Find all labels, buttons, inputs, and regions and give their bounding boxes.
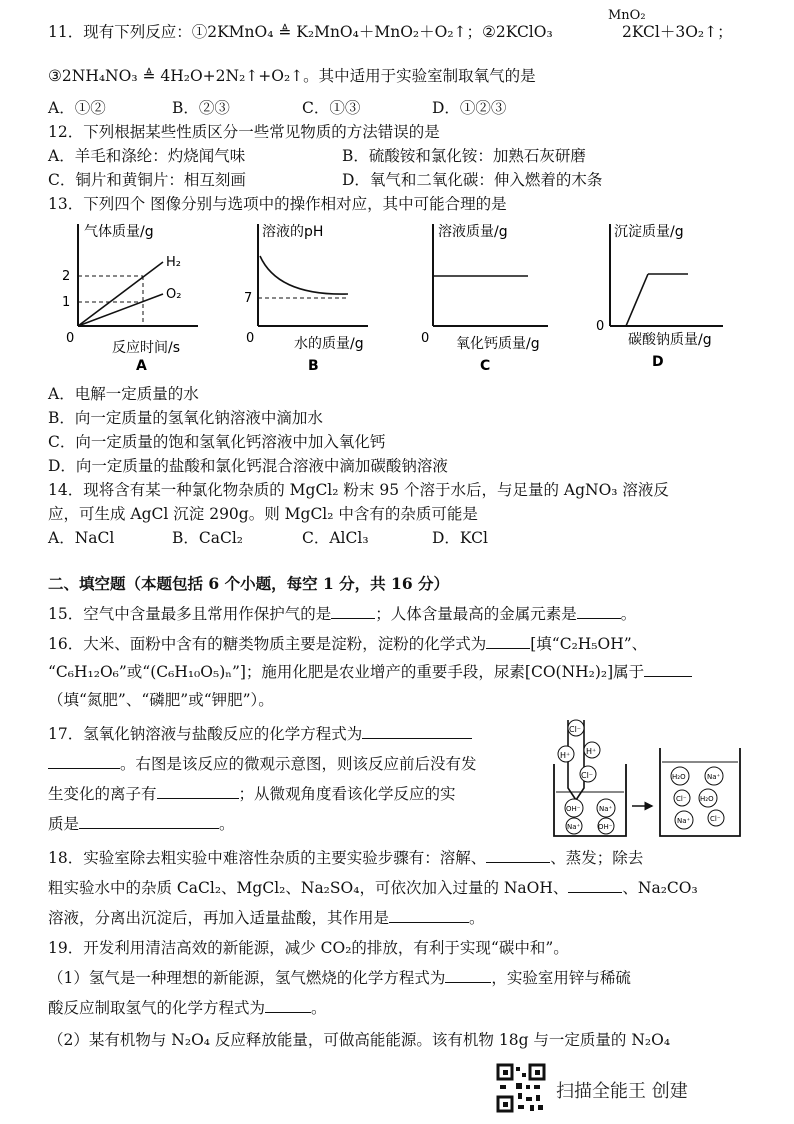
q17-beaker2-ion-6-text: Cl⁻ xyxy=(710,815,721,823)
q17-text-3a: 生变化的离子有 xyxy=(48,785,157,803)
q12-option-a: A．羊毛和涤纶：灼烧闻气味 xyxy=(48,147,246,165)
chart-d-letter: D xyxy=(652,354,664,370)
chart-a-ylabel: 气体质量/g xyxy=(84,224,154,240)
q17-blank-2[interactable] xyxy=(48,754,120,769)
q11-line1 xyxy=(48,22,553,42)
chart-d-origin: 0 xyxy=(596,319,605,334)
q15-text-a: 15．空气中含量最多且常用作保护气的是 xyxy=(48,605,332,623)
q17-blank-1[interactable] xyxy=(362,724,472,739)
q14-option-d: D．KCl xyxy=(432,529,488,547)
q17-line4 xyxy=(48,814,235,834)
q11-option-a: A．①② xyxy=(48,99,106,117)
q17-text-4b: 。 xyxy=(219,815,235,833)
q19-text-1d: 。 xyxy=(311,999,327,1017)
q18-line2 xyxy=(48,878,698,898)
q17-beaker2-ion-2-text: Na⁺ xyxy=(707,773,721,781)
q16-blank-1[interactable] xyxy=(486,634,530,649)
q17-dropper-ion-2-text: H⁺ xyxy=(586,747,597,756)
q18-text-1a: 18．实验室除去粗实验中难溶性杂质的主要实验步骤有：溶解、 xyxy=(48,849,487,867)
q11-option-c: C．①③ xyxy=(302,99,361,117)
chart-a-line-o2 xyxy=(78,294,163,326)
footer-text: 扫描全能王 创建 xyxy=(556,1081,688,1102)
q17-text-1: 17．氢氧化钠溶液与盐酸反应的化学方程式为 xyxy=(48,725,363,743)
q11-option-d: D．①②③ xyxy=(432,99,507,117)
q19-text-1c: 酸反应制取氢气的化学方程式为 xyxy=(48,999,266,1017)
q17-text-3b: ；从微观角度看该化学反应的实 xyxy=(238,785,456,803)
q17-dropper-ion-3-text: H⁺ xyxy=(560,751,571,760)
qr-code-icon xyxy=(496,1063,546,1113)
chart-a-tick-2: 2 xyxy=(62,269,71,284)
q17-beaker2-ion-4-text: H₂O xyxy=(700,795,714,803)
q14-line1: 14．现将含有某一种氯化物杂质的 MgCl₂ 粉末 95 个溶于水后，与足量的 AgNO₃ 溶液反 xyxy=(48,481,669,499)
q17-beaker2-ion-5-text: Na⁺ xyxy=(677,817,691,825)
q17-line3 xyxy=(48,784,456,804)
q11-catalyst: MnO₂ xyxy=(608,8,646,23)
q18-line3 xyxy=(48,908,485,928)
q18-text-3b: 。 xyxy=(469,909,485,927)
chart-c-origin: 0 xyxy=(421,331,430,346)
q18-text-3a: 溶液，分离出沉淀后，再加入适量盐酸，其作用是 xyxy=(48,909,390,927)
q13-option-b: B．向一定质量的氢氧化钠溶液中滴加水 xyxy=(48,409,323,427)
chart-c-xlabel: 氧化钙质量/g xyxy=(456,336,540,352)
chart-b-letter: B xyxy=(308,358,319,374)
q13-option-d: D．向一定质量的盐酸和氯化钙混合溶液中滴加碳酸钠溶液 xyxy=(48,457,448,475)
q18-blank-3[interactable] xyxy=(389,908,469,923)
q17-beaker-2 xyxy=(660,748,740,836)
q19-p1-line1 xyxy=(48,968,631,988)
chart-b xyxy=(244,223,368,374)
q14-option-c: C．AlCl₃ xyxy=(302,529,369,547)
q17-dropper-ion-1-text: Cl⁻ xyxy=(569,725,582,734)
chart-d-ylabel: 沉淀质量/g xyxy=(614,224,684,240)
q15-blank-1[interactable] xyxy=(331,604,375,619)
q18-text-2a: 粗实验水中的杂质 CaCl₂、MgCl₂、Na₂SO₄，可依次加入过量的 NaOH、 xyxy=(48,879,569,897)
chart-d xyxy=(596,224,723,370)
q16-text-1a: 16．大米、面粉中含有的糖类物质主要是淀粉，淀粉的化学式为 xyxy=(48,635,487,653)
q13-stem: 13．下列四个 图像分别与选项中的操作相对应，其中可能合理的是 xyxy=(48,195,507,213)
q12-option-c: C．铜片和黄铜片：相互刻画 xyxy=(48,171,246,189)
q13-charts xyxy=(48,214,748,374)
q19-stem: 19．开发利用清洁高效的新能源，减少 CO₂的排放，有利于实现“碳中和”。 xyxy=(48,939,569,957)
section2-title: 二、填空题（本题包括 6 个小题，每空 1 分，共 16 分） xyxy=(48,574,450,593)
q19-blank-1[interactable] xyxy=(445,968,491,983)
q18-text-2b: 、Na₂CO₃ xyxy=(622,879,698,897)
chart-a-xlabel: 反应时间/s xyxy=(112,340,181,356)
chart-b-tick-7: 7 xyxy=(244,291,253,306)
chart-d-xlabel: 碳酸钠质量/g xyxy=(628,332,712,348)
q11-arrow xyxy=(600,22,622,23)
q12-option-d: D．氧气和二氧化碳：伸入燃着的木条 xyxy=(342,171,603,189)
chart-c-ylabel: 溶液质量/g xyxy=(438,224,508,240)
q12-stem: 12．下列根据某些性质区分一些常见物质的方法错误的是 xyxy=(48,123,440,141)
q17-beaker1-ion-1-text: OH⁻ xyxy=(566,805,581,813)
q14-option-b: B．CaCl₂ xyxy=(172,529,244,547)
q19-blank-2[interactable] xyxy=(265,998,311,1013)
q18-text-1b: 、蒸发；除去 xyxy=(550,849,644,867)
q19-p1-line2 xyxy=(48,998,327,1018)
q11-text-end: 2KCl＋3O₂↑； xyxy=(622,23,733,41)
q14-option-a: A．NaCl xyxy=(48,529,115,547)
chart-a-label-h2: H₂ xyxy=(166,255,181,270)
q11-option-b: B．②③ xyxy=(172,99,230,117)
q14-line2: 应，可生成 AgCl 沉淀 290g。则 MgCl₂ 中含有的杂质可能是 xyxy=(48,505,478,523)
q18-blank-1[interactable] xyxy=(486,848,550,863)
q17-beaker2-ion-1-text: H₂O xyxy=(672,773,686,781)
q13-option-a: A．电解一定质量的水 xyxy=(48,385,199,403)
scanner-footer xyxy=(496,1063,756,1117)
chart-a-letter: A xyxy=(136,358,147,374)
chart-d-rise xyxy=(626,274,648,326)
chart-c xyxy=(421,223,548,374)
q18-line1 xyxy=(48,848,643,868)
chart-a-tick-1: 1 xyxy=(62,295,71,310)
q15-blank-2[interactable] xyxy=(577,604,621,619)
q16-line3: （填“氮肥”、“磷肥”或“钾肥”）。 xyxy=(48,691,274,709)
q15-line xyxy=(48,604,636,624)
q13-option-c: C．向一定质量的饱和氢氧化钙溶液中加入氧化钙 xyxy=(48,433,386,451)
chart-a-label-o2: O₂ xyxy=(166,287,182,302)
q17-beaker2-ion-3-text: Cl⁻ xyxy=(676,795,687,803)
q17-dropper-ion-4-text: Cl⁻ xyxy=(581,771,594,780)
q12-option-b: B．硫酸铵和氯化铵：加熟石灰研磨 xyxy=(342,147,586,165)
chart-a xyxy=(62,223,198,374)
chart-a-origin: 0 xyxy=(66,331,75,346)
q15-text-b: ；人体含量最高的金属元素是 xyxy=(375,605,577,623)
q16-blank-2[interactable] xyxy=(644,662,692,677)
q17-text-4a: 质是 xyxy=(48,815,80,833)
q11-line2: ③2NH₄NO₃ ≜ 4H₂O+2N₂↑+O₂↑。其中适用于实验室制取氧气的是 xyxy=(48,67,536,85)
q16-text-2a: “C₆H₁₂O₆”或“(C₆H₁₀O₅)ₙ”]；施用化肥是农业增产的重要手段，尿素[CO(NH₂)₂]属于 xyxy=(48,663,645,681)
q17-beaker1-ion-3-text: Na⁺ xyxy=(567,823,581,831)
q15-text-c: 。 xyxy=(620,605,637,623)
q18-blank-2[interactable] xyxy=(568,878,622,893)
q19-p2: （2）某有机物与 N₂O₄ 反应释放能量，可做高能能源。该有机物 18g 与一定质量的 N₂O₄ xyxy=(48,1031,671,1049)
q17-line1 xyxy=(48,724,472,744)
q17-beaker1-ion-4-text: OH⁻ xyxy=(598,823,613,831)
q17-line2 xyxy=(48,754,477,774)
q16-text-1b: [填“C₂H₅OH”、 xyxy=(530,635,648,653)
q19-text-1a: （1）氢气是一种理想的新能源，氢气燃烧的化学方程式为 xyxy=(48,969,446,987)
chart-b-curve xyxy=(260,256,348,294)
q17-diagram xyxy=(548,718,744,840)
chart-a-line-h2 xyxy=(78,262,163,326)
q17-blank-3[interactable] xyxy=(157,784,239,799)
chart-b-ylabel: 溶液的pH xyxy=(262,224,324,240)
q19-text-1b: ，实验室用锌与稀硫 xyxy=(491,969,631,987)
q16-line2 xyxy=(48,662,692,682)
q17-blank-4[interactable] xyxy=(79,814,219,829)
q11-text-1: 11．现有下列反应：①2KMnO₄ ≜ K₂MnO₄＋MnO₂＋O₂↑；②2KClO₃ xyxy=(48,23,553,41)
q17-beaker1-ion-2-text: Na⁺ xyxy=(599,805,613,813)
q16-line1 xyxy=(48,634,647,654)
q17-text-2: 。右图是该反应的微观示意图，则该反应前后没有发 xyxy=(120,755,477,773)
chart-b-xlabel: 水的质量/g xyxy=(294,336,364,352)
chart-c-letter: C xyxy=(480,358,491,374)
chart-b-origin: 0 xyxy=(246,331,255,346)
